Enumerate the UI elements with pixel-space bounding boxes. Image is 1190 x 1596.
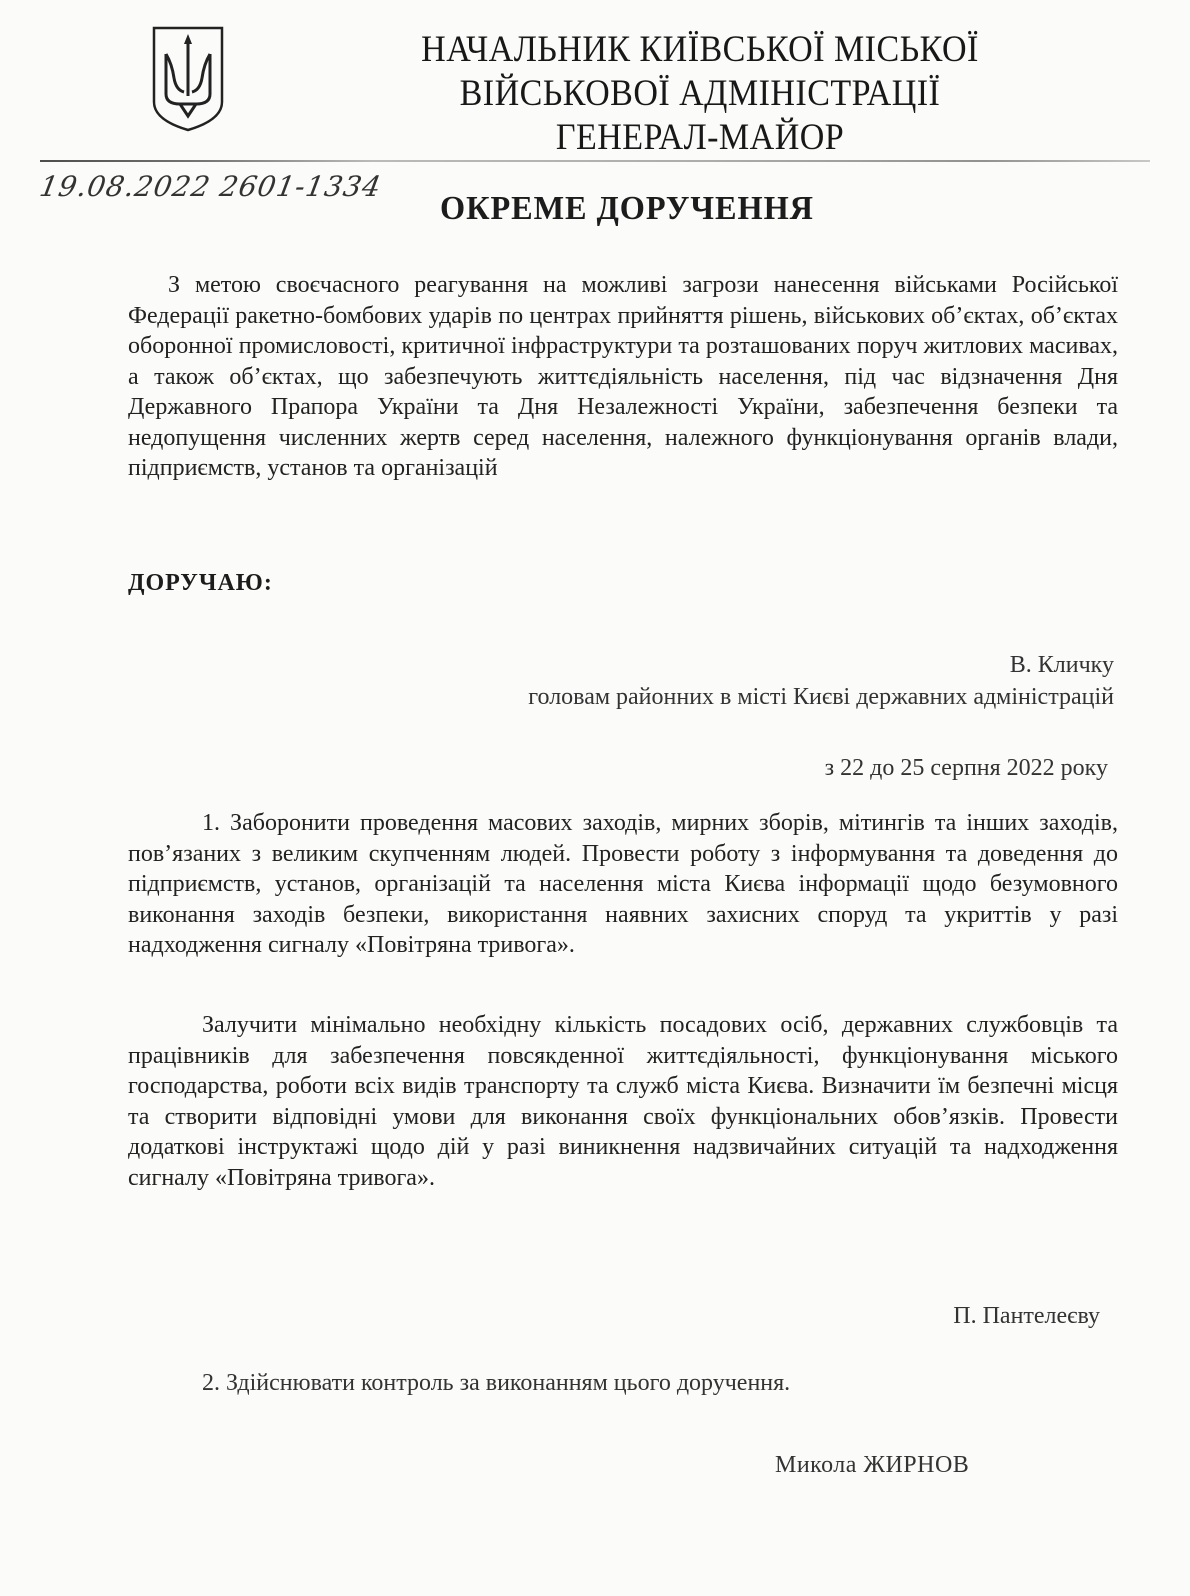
trident-coat-of-arms-icon xyxy=(150,24,226,134)
item-1-paragraph xyxy=(128,808,1118,961)
addressee-panteleev: П. Пантелеєву xyxy=(953,1303,1100,1329)
addressee-klitschko: В. Кличку xyxy=(1009,652,1114,678)
preamble-text: З метою своєчасного реагування на можливі загрози нанесення військами Російської Федерації ракетно-бомбових ударів по центрах прийняття рішень, військових об’єктах, об’єктах оборонної промисловості, критичної інфраструктури та розташованих поруч житлових масивах, а також об’єктах, що забезпечують життєдіяльність населення, під час відзначення Дня Державного Прапора України та Дня Незалежності України, забезпечення безпеки та недопущення численних жертв серед населення, належного функціонування органів влади, підприємств, установ та організацій xyxy=(128,272,1118,481)
signature-name: Микола ЖИРНОВ xyxy=(775,1452,970,1478)
header-divider xyxy=(40,160,1150,162)
item-1-text: 1. Заборонити проведення масових заходів, мирних зборів, мітингів та інших заходів, пов’язаних з великим скупченням людей. Провести роботу з інформування та доведення до підприємств, установ, організацій та населення міста Києва інформації щодо безумовного виконання заходів безпеки, використання наявних захисних споруд та укриттів у разі надходження сигналу «Повітряна тривога». xyxy=(128,810,1118,958)
preamble-paragraph xyxy=(128,270,1118,484)
header-line-3: ГЕНЕРАЛ-МАЙОР xyxy=(555,117,845,158)
header-line-1: НАЧАЛЬНИК КИЇВСЬКОЇ МІСЬКОЇ xyxy=(421,29,979,70)
registration-number: 19.08.2022 2601-1334 xyxy=(37,170,385,203)
period-dates: з 22 до 25 серпня 2022 року xyxy=(824,755,1108,781)
document-title: ОКРЕМЕ ДОРУЧЕННЯ xyxy=(440,190,814,227)
addressee-district-heads: головам районних в місті Києві державних адміністрацій xyxy=(528,684,1114,710)
item-1-continuation xyxy=(128,1010,1118,1193)
instruct-label: ДОРУЧАЮ: xyxy=(128,570,273,596)
header-line-2: ВІЙСЬКОВОЇ АДМІНІСТРАЦІЇ xyxy=(459,73,941,114)
issuer-header xyxy=(387,28,1013,160)
item-2-text: 2. Здійснювати контроль за виконанням цього доручення. xyxy=(202,1370,791,1396)
item-1-cont-text: Залучити мінімально необхідну кількість посадових осіб, державних службовців та працівників для забезпечення повсякденної життєдіяльності, функціонування міського господарства, роботи всіх видів транспорту та служб міста Києва. Визначити їм безпечні місця та створити відповідні умови для виконання своїх функціональних обов’язків. Провести додаткові інструктажі щодо дій у разі виникнення надзвичайних ситуацій та надходження сигналу «Повітряна тривога». xyxy=(128,1012,1118,1191)
